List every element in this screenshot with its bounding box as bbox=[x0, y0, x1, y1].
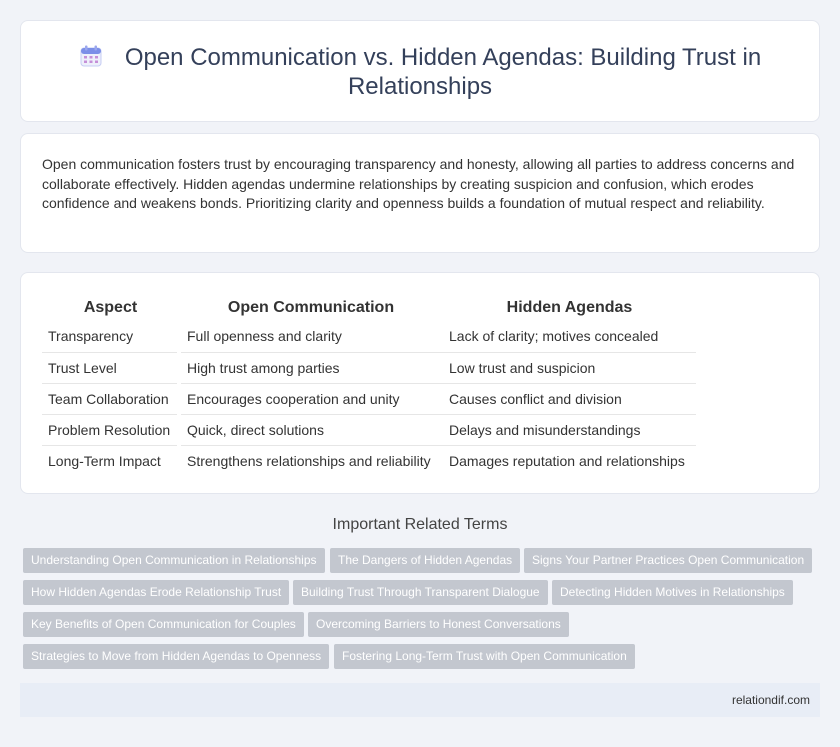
related-term-tag[interactable]: Detecting Hidden Motives in Relationships bbox=[552, 580, 793, 605]
comparison-card bbox=[20, 272, 820, 494]
header-hidden-agendas: Hidden Agendas bbox=[506, 299, 633, 316]
cell-aspect: Problem Resolution bbox=[42, 414, 179, 445]
footer-site-link[interactable]: relationdif.com bbox=[731, 693, 810, 707]
calendar-icon bbox=[79, 44, 103, 68]
related-term-tag[interactable]: The Dangers of Hidden Agendas bbox=[330, 548, 520, 573]
cell-hidden: Lack of clarity; motives concealed bbox=[443, 321, 696, 352]
cell-open: Encourages cooperation and unity bbox=[179, 383, 443, 414]
table-header-row bbox=[42, 297, 696, 321]
cell-aspect: Trust Level bbox=[42, 352, 179, 383]
intro-card bbox=[20, 133, 820, 253]
page-title: Open Communication vs. Hidden Agendas: Building Trust in Relationships bbox=[124, 44, 762, 100]
header-open-communication: Open Communication bbox=[227, 299, 395, 316]
related-terms-title: Important Related Terms bbox=[332, 516, 508, 533]
cell-aspect: Transparency bbox=[42, 321, 179, 352]
comparison-table bbox=[42, 297, 696, 476]
related-term-tag[interactable]: Signs Your Partner Practices Open Communication bbox=[524, 548, 812, 573]
related-term-tag[interactable]: Understanding Open Communication in Relationships bbox=[23, 548, 325, 573]
cell-open: Quick, direct solutions bbox=[179, 414, 443, 445]
footer bbox=[20, 683, 820, 717]
cell-aspect: Team Collaboration bbox=[42, 383, 179, 414]
related-term-tag[interactable]: Key Benefits of Open Communication for Couples bbox=[23, 612, 304, 637]
related-term-tag[interactable]: How Hidden Agendas Erode Relationship Trust bbox=[23, 580, 289, 605]
intro-paragraph: Open communication fosters trust by encouraging transparency and honesty, allowing all parties to address concerns and collaborate effectively. Hidden agendas undermine relationships by creating suspicion and confusion, which erodes confidence and weakens bonds. Prioritizing clarity and openness builds a foundation of mutual respect and reliability. bbox=[42, 156, 795, 211]
cell-hidden: Causes conflict and division bbox=[443, 383, 696, 414]
table-row bbox=[42, 383, 696, 414]
cell-hidden: Delays and misunderstandings bbox=[443, 414, 696, 445]
header-aspect: Aspect bbox=[83, 299, 138, 316]
table-row bbox=[42, 414, 696, 445]
table-row bbox=[42, 445, 696, 476]
cell-hidden: Damages reputation and relationships bbox=[449, 452, 685, 469]
cell-aspect: Long-Term Impact bbox=[48, 452, 161, 469]
cell-open: Full openness and clarity bbox=[179, 321, 443, 352]
header-card bbox=[20, 20, 820, 122]
related-term-tag[interactable]: Overcoming Barriers to Honest Conversations bbox=[308, 612, 569, 637]
table-row bbox=[42, 321, 696, 352]
cell-open: Strengthens relationships and reliability bbox=[187, 452, 431, 469]
table-row bbox=[42, 352, 696, 383]
page-title-wrap bbox=[21, 43, 819, 101]
cell-open: High trust among parties bbox=[179, 352, 443, 383]
related-term-tag[interactable]: Building Trust Through Transparent Dialogue bbox=[293, 580, 548, 605]
related-term-tag[interactable]: Strategies to Move from Hidden Agendas to Openness bbox=[23, 644, 329, 669]
related-term-tag[interactable]: Fostering Long-Term Trust with Open Communication bbox=[334, 644, 635, 669]
cell-hidden: Low trust and suspicion bbox=[443, 352, 696, 383]
